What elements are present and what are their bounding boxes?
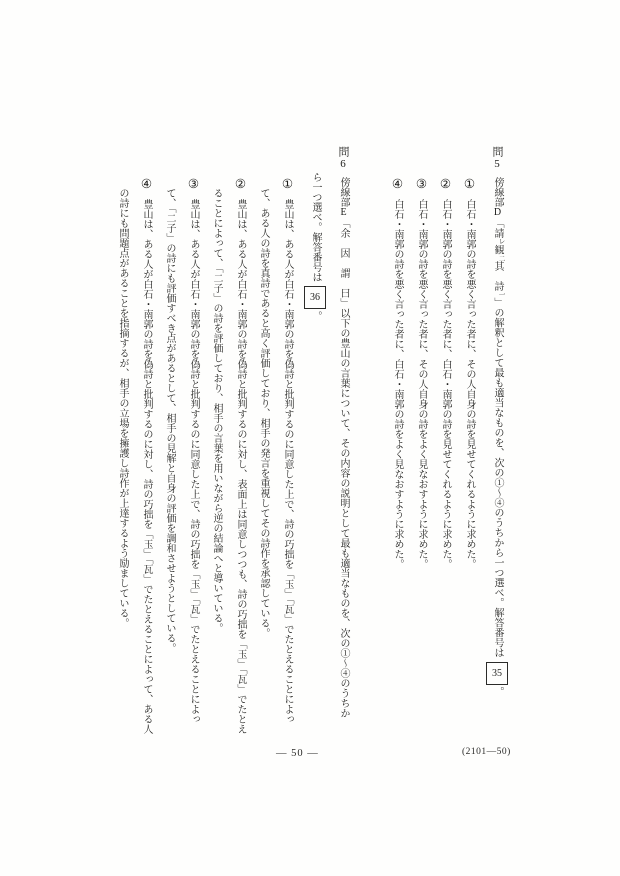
q5-stem-text-4: 」の解釈として最も適当なものを、次の①〜④のうちから一つ選べ。解答番号は <box>492 297 503 658</box>
marker-gap <box>287 191 288 199</box>
q5-option-1-text: 白石・南郭の詩を悪く言った者に、その人自身の詩を見せてくれるように求めた。 <box>464 199 475 569</box>
q5-answer-number-box: 35 <box>486 662 508 685</box>
q6-option-3-line-1 <box>186 146 200 764</box>
q6-option-1-line-2 <box>257 146 270 764</box>
q6-stem-text-line-2: ら一つ選べ。解答番号は <box>310 172 321 282</box>
doc-code: (2101—50) <box>462 747 511 757</box>
q5-option-4-text: 白石・南郭の詩を悪く言った者に、白石・南郭の詩をよく見なおすように求めた。 <box>392 199 403 569</box>
marker-gap <box>146 191 147 199</box>
q5-option-4 <box>390 146 404 764</box>
q5-stem-text-3: 其 詩 <box>492 261 503 291</box>
q6-option-4-text-1: 豊山は、ある人が白石・南郭の詩を偽詩と批判するのに対し、詩の巧拙を「玉」「瓦」でたとえることによって、ある人 <box>141 199 152 734</box>
q5-stem-column <box>486 146 508 764</box>
q6-option-4-text-2: の詩にも問題点があることを指摘するが、相手の立場を擁護し詩作が上達するよう励ましている。 <box>117 188 128 628</box>
q6-option-2-text-1: 豊山は、ある人が白石・南郭の詩を偽詩と批判するのに対し、表面上は同意しつつも、詩の巧拙を「玉」「瓦」でたとえ <box>235 199 246 734</box>
q6-option-3-line-2 <box>163 146 176 764</box>
q6-option-4-marker: ④ <box>139 176 153 191</box>
q5-stem-period: 。 <box>492 686 503 697</box>
q5-option-1-marker: ① <box>462 176 476 191</box>
q6-option-4-line-1 <box>139 146 153 764</box>
q6-option-2-text-2: ることによって、「二子」の詩を評価しており、相手の言葉を用いながら逆の結論へと導いている。 <box>211 188 222 633</box>
q6-option-1-marker: ① <box>280 176 294 191</box>
page-number: — 50 — <box>276 748 319 759</box>
q5-option-2-marker: ② <box>438 176 452 191</box>
q5-option-2 <box>438 146 452 764</box>
q5-option-2-text: 白石・南郭の詩を悪く言った者に、白石・南郭の詩を見せてくれるように求めた。 <box>440 199 451 569</box>
q5-label: 問5 <box>491 146 503 171</box>
q5-stem-text-1: 傍線部D「請 <box>492 177 503 238</box>
kaeriten-re-mark: レ <box>497 238 505 245</box>
marker-gap <box>469 191 470 199</box>
q6-option-1-text-2: て、ある人の詩を真詩であると高く評価しており、相手の発言を重視してその詩作を承認している。 <box>258 188 269 638</box>
marker-gap <box>240 191 241 199</box>
q5-option-3-marker: ③ <box>414 176 428 191</box>
q6-option-3-text-1: 豊山は、ある人が白石・南郭の詩を偽詩と批判するのに同意した上で、詩の巧拙を「玉」「瓦」でたとえることによっ <box>188 199 199 724</box>
q6-option-1-text-1: 豊山は、ある人が白石・南郭の詩を偽詩と批判するのに同意した上で、詩の巧拙を「玉」「瓦」でたとえることによっ <box>282 199 293 724</box>
q6-option-4-line-2 <box>116 146 129 764</box>
q6-stem-column-1 <box>336 146 350 764</box>
q5-option-3 <box>414 146 428 764</box>
q6-option-2-line-2 <box>210 146 223 764</box>
q5-option-1 <box>462 146 476 764</box>
q6-stem-text-line-1: 傍線部E「余 因 謂 曰」以下の豊山の言葉について、その内容の説明として最も適当なものを、次の①〜④のうちか <box>338 177 349 718</box>
marker-gap <box>397 191 398 199</box>
q5-stem-text-2: 観 <box>492 244 503 255</box>
q6-option-3-text-2: て、「二子」の詩にも評価すべき点があるとして、相手の見解と自身の評価を調和させようとしている。 <box>164 188 175 653</box>
q6-option-1-line-1 <box>280 146 294 764</box>
q6-stem-column-2 <box>304 146 326 764</box>
kaeriten-ichi-mark: 一 <box>497 291 505 298</box>
q6-stem-period: 。 <box>310 311 321 321</box>
q6-option-2-marker: ② <box>233 176 247 191</box>
q6-answer-number-box: 36 <box>304 286 326 309</box>
kaeriten-ni-mark: 二 <box>497 254 505 261</box>
q6-option-3-marker: ③ <box>186 176 200 191</box>
marker-gap <box>421 191 422 199</box>
q5-option-4-marker: ④ <box>390 176 404 191</box>
content-area <box>106 146 508 764</box>
marker-gap <box>193 191 194 199</box>
marker-gap <box>445 191 446 199</box>
q6-option-2-line-1 <box>233 146 247 764</box>
q6-label: 問6 <box>337 146 349 171</box>
q5-option-3-text: 白石・南郭の詩を悪く言った者に、その人自身の詩をよく見なおすように求めた。 <box>416 199 427 569</box>
